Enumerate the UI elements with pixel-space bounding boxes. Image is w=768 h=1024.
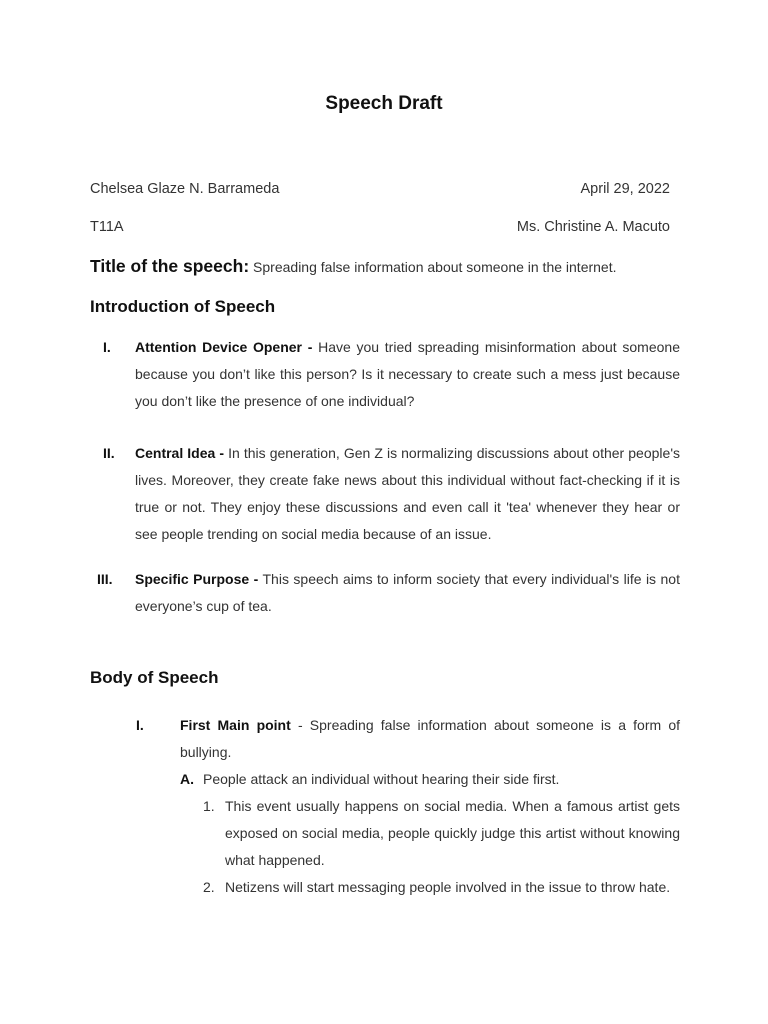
body-subpoint <box>180 766 680 793</box>
author-date-row <box>90 181 670 201</box>
intro-item-numeral: II. <box>103 445 115 461</box>
body-main-point <box>136 712 680 766</box>
body-detail-text: This event usually happens on social media. When a famous artist gets exposed on social media, people quickly judge this artist without knowing what happened. <box>225 798 680 868</box>
speech-title-label: Title of the speech: <box>90 256 250 276</box>
speech-title-value: Spreading false information about someone in the internet. <box>249 259 617 275</box>
body-heading: Body of Speech <box>90 668 219 687</box>
document-date: April 29, 2022 <box>580 181 670 197</box>
body-main-point-lead: First Main point <box>180 717 291 733</box>
author-name: Chelsea Glaze N. Barrameda <box>90 181 280 197</box>
body-main-point-text <box>180 712 680 766</box>
intro-item-body: This speech aims to inform society that every individual's life is not everyone’s cup of tea. <box>135 571 680 614</box>
document-title: Speech Draft <box>325 93 443 114</box>
body-detail-item <box>203 793 680 874</box>
intro-item-central-idea <box>103 440 680 548</box>
intro-item-text <box>135 440 680 548</box>
body-main-point-body: - Spreading false information about someone is a form of bullying. <box>180 717 680 760</box>
intro-item-text <box>135 334 680 415</box>
intro-item-attention-device <box>103 334 680 415</box>
body-detail-item <box>203 874 680 928</box>
intro-item-lead: Specific Purpose - <box>135 571 259 587</box>
intro-item-numeral: I. <box>103 339 111 355</box>
intro-item-lead: Attention Device Opener - <box>135 339 313 355</box>
intro-item-numeral: III. <box>97 571 113 587</box>
section-code: T11A <box>90 219 124 235</box>
intro-item-lead: Central Idea - <box>135 445 225 461</box>
teacher-name: Ms. Christine A. Macuto <box>516 219 670 235</box>
body-main-point-numeral: I. <box>136 717 144 733</box>
body-subpoint-text: People attack an individual without hearing their side first. <box>203 771 560 787</box>
body-subpoint-letter: A. <box>180 771 194 787</box>
introduction-heading: Introduction of Speech <box>90 297 276 316</box>
section-teacher-row <box>90 219 670 239</box>
speech-title-line <box>90 256 690 277</box>
intro-item-text <box>135 566 680 620</box>
body-detail-number: 2. <box>203 879 215 895</box>
intro-item-body: Have you tried spreading misinformation about someone because you don’t like this person? Is it necessary to create such a mess just because you don’t like the presence of one individual? <box>135 339 680 409</box>
body-detail-number: 1. <box>203 798 215 814</box>
body-detail-text: Netizens will start messaging people involved in the issue to throw hate. <box>225 879 671 895</box>
intro-item-specific-purpose <box>97 566 680 620</box>
intro-item-body: In this generation, Gen Z is normalizing discussions about other people's lives. Moreover, they create fake news about this individual without fact-checking if it is true or not. They enjoy these discussions and even call it 'tea' whenever they hear or see people trending on social media because of an issue. <box>135 445 680 542</box>
